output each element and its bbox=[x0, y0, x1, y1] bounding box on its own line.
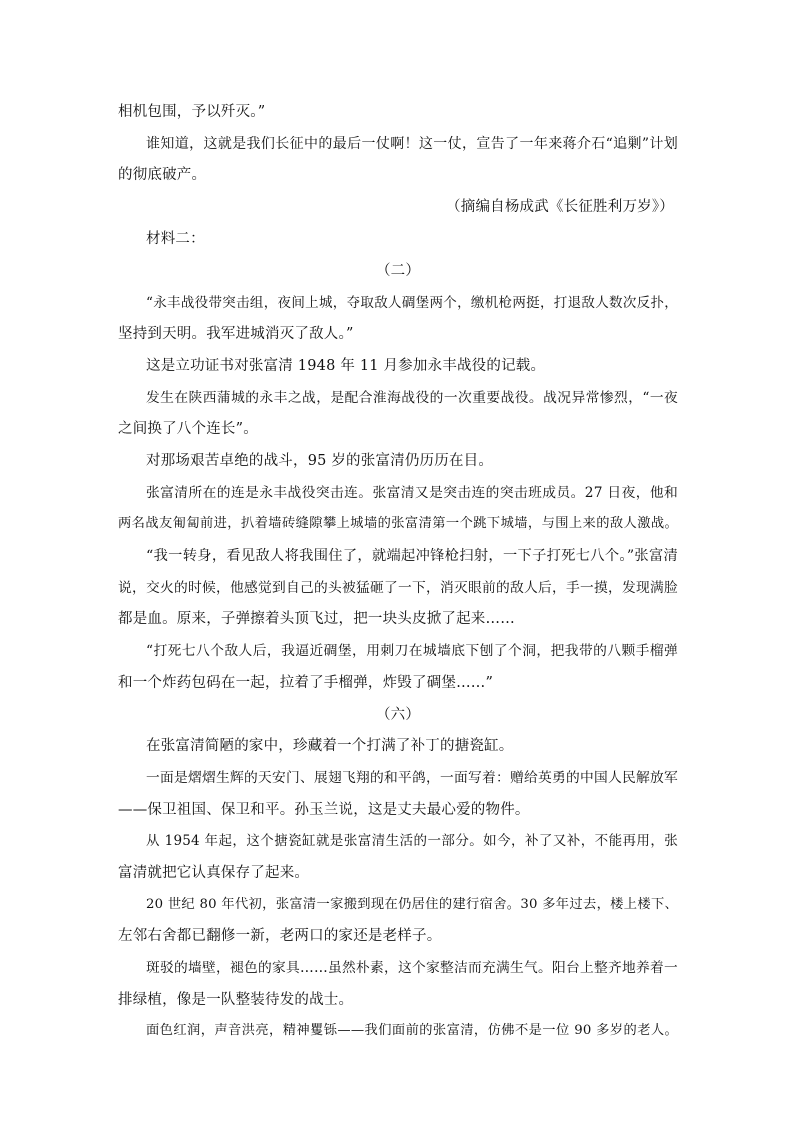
paragraph-line: “我一转身，看见敌人将我围住了，就端起冲锋枪扫射，一下子打死七八个。”张富清 bbox=[146, 548, 678, 564]
paragraph-line: 排绿植，像是一队整装待发的战士。 bbox=[118, 992, 354, 1008]
section-heading: （六） bbox=[375, 707, 421, 723]
paragraph-line: 都是血。原来，子弹擦着头顶飞过，把一块头皮掀了起来…… bbox=[118, 611, 515, 627]
paragraph-line: 和一个炸药包码在一起，拉着了手榴弹，炸毁了碉堡……” bbox=[118, 675, 494, 691]
paragraph-line: 这是立功证书对张富清 1948 年 11 月参加永丰战役的记载。 bbox=[146, 358, 546, 374]
paragraph-line: 面色红润，声音洪亮，精神矍铄——我们面前的张富清，仿佛不是一位 90 多岁的老人。 bbox=[146, 1023, 678, 1038]
paragraph-line: “打死七八个敌人后，我逼近碉堡，用刺刀在城墙底下刨了个洞，把我带的八颗手榴弹 bbox=[146, 643, 678, 659]
paragraph-line: 的彻底破产。 bbox=[118, 167, 207, 183]
paragraph-line: 两名战友匍匐前进，扒着墙砖缝隙攀上城墙的张富清第一个跳下城墙，与围上来的敌人激战。 bbox=[118, 516, 678, 531]
paragraph-line: 张富清所在的连是永丰战役突击连。张富清又是突击连的突击班成员。27 日夜，他和 bbox=[146, 485, 678, 501]
paragraph-line: 20 世纪 80 年代初，张富清一家搬到现在仍居住的建行宿舍。30 多年过去，楼上楼下、 bbox=[146, 897, 678, 912]
section-heading: （二） bbox=[375, 263, 421, 279]
paragraph-line: 一面是熠熠生辉的天安门、展翅飞翔的和平鸽，一面写着：赠给英勇的中国人民解放军 bbox=[146, 770, 678, 786]
paragraph-line: 从 1954 年起，这个搪瓷缸就是张富清生活的一部分。如今，补了又补，不能再用，张 bbox=[146, 833, 678, 849]
paragraph-line: 发生在陕西蒲城的永丰之战，是配合淮海战役的一次重要战役。战况异常惨烈，“一夜 bbox=[146, 390, 678, 406]
paragraph-line: 左邻右舍都已翻修一新，老两口的家还是老样子。 bbox=[118, 928, 442, 944]
paragraph-line: 说，交火的时候，他感觉到自己的头被猛砸了一下，消灭眼前的敌人后，手一摸，发现满脸 bbox=[118, 580, 678, 596]
paragraph-line: 相机包围，予以歼灭。” bbox=[118, 104, 266, 120]
paragraph-line: 坚持到天明。我军进城消灭了敌人。” bbox=[118, 326, 354, 342]
paragraph-line: 在张富清简陋的家中，珍藏着一个打满了补丁的搪瓷缸。 bbox=[146, 738, 514, 754]
source-citation: （摘编自杨成武《长征胜利万岁》） bbox=[446, 199, 674, 215]
paragraph-line: 斑驳的墙壁，褪色的家具……虽然朴素，这个家整洁而充满生气。阳台上整齐地养着一 bbox=[146, 960, 678, 976]
material-heading: 材料二： bbox=[146, 231, 205, 247]
paragraph-line: 之间换了八个连长”。 bbox=[118, 421, 258, 437]
paragraph-line: 谁知道，这就是我们长征中的最后一仗啊！这一仗，宣告了一年来蒋介石“追剿”计划 bbox=[146, 136, 678, 152]
paragraph-line: 对那场艰苦卓绝的战斗，95 岁的张富清仍历历在目。 bbox=[146, 453, 494, 469]
paragraph-line: ——保卫祖国、保卫和平。孙玉兰说，这是丈夫最心爱的物件。 bbox=[118, 802, 530, 818]
paragraph-line: 富清就把它认真保存了起来。 bbox=[118, 865, 310, 881]
paragraph-line: “永丰战役带突击组，夜间上城，夺取敌人碉堡两个，缴机枪两挺，打退敌人数次反扑， bbox=[146, 295, 678, 311]
